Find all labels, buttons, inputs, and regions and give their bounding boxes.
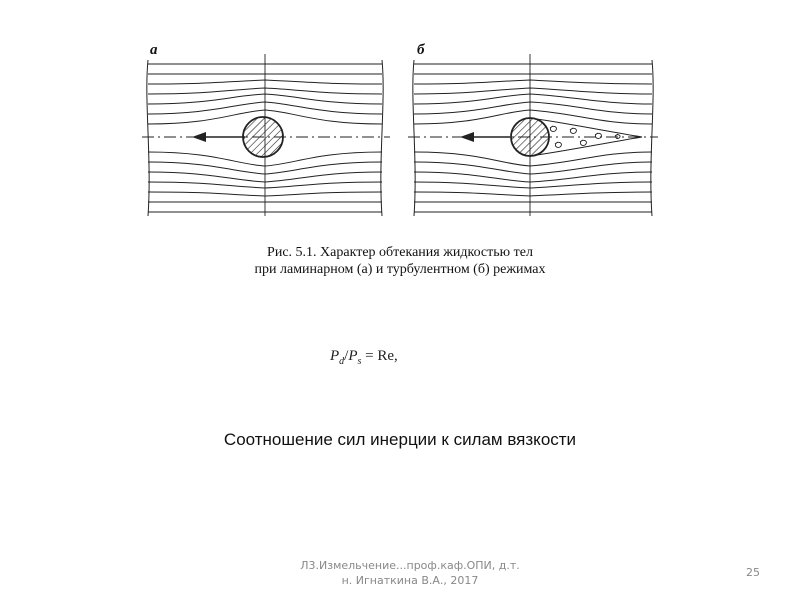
panel-b-label: б [417, 42, 425, 58]
panel-a-label: а [150, 42, 158, 58]
formula-slash: / [344, 348, 349, 364]
page-number: 25 [746, 566, 760, 579]
formula-p1: P [330, 348, 340, 364]
caption-line-1: Рис. 5.1. Характер обтекания жидкостью тел [267, 245, 533, 260]
flow-figure [130, 40, 670, 240]
formula-sub1: d [339, 356, 345, 367]
formula-p2: P [348, 348, 358, 364]
slide-footer [270, 558, 550, 588]
formula-sub2: s [357, 356, 362, 367]
panel-a-laminar [142, 54, 390, 216]
figure-caption [150, 244, 650, 278]
panel-b-turbulent [408, 54, 658, 216]
formula-rest: = Re, [361, 348, 398, 364]
flow-diagram-svg [130, 40, 670, 240]
caption-line-2: при ламинарном (а) и турбулентном (б) режимах [254, 262, 546, 277]
footer-line-1: Л3.Измельчение...проф.каф.ОПИ, д.т. [300, 559, 520, 572]
footer-line-2: н. Игнаткина В.А., 2017 [341, 574, 479, 587]
reynolds-formula [330, 348, 398, 367]
slide-subtitle: Соотношение сил инерции к силам вязкости [223, 430, 577, 449]
